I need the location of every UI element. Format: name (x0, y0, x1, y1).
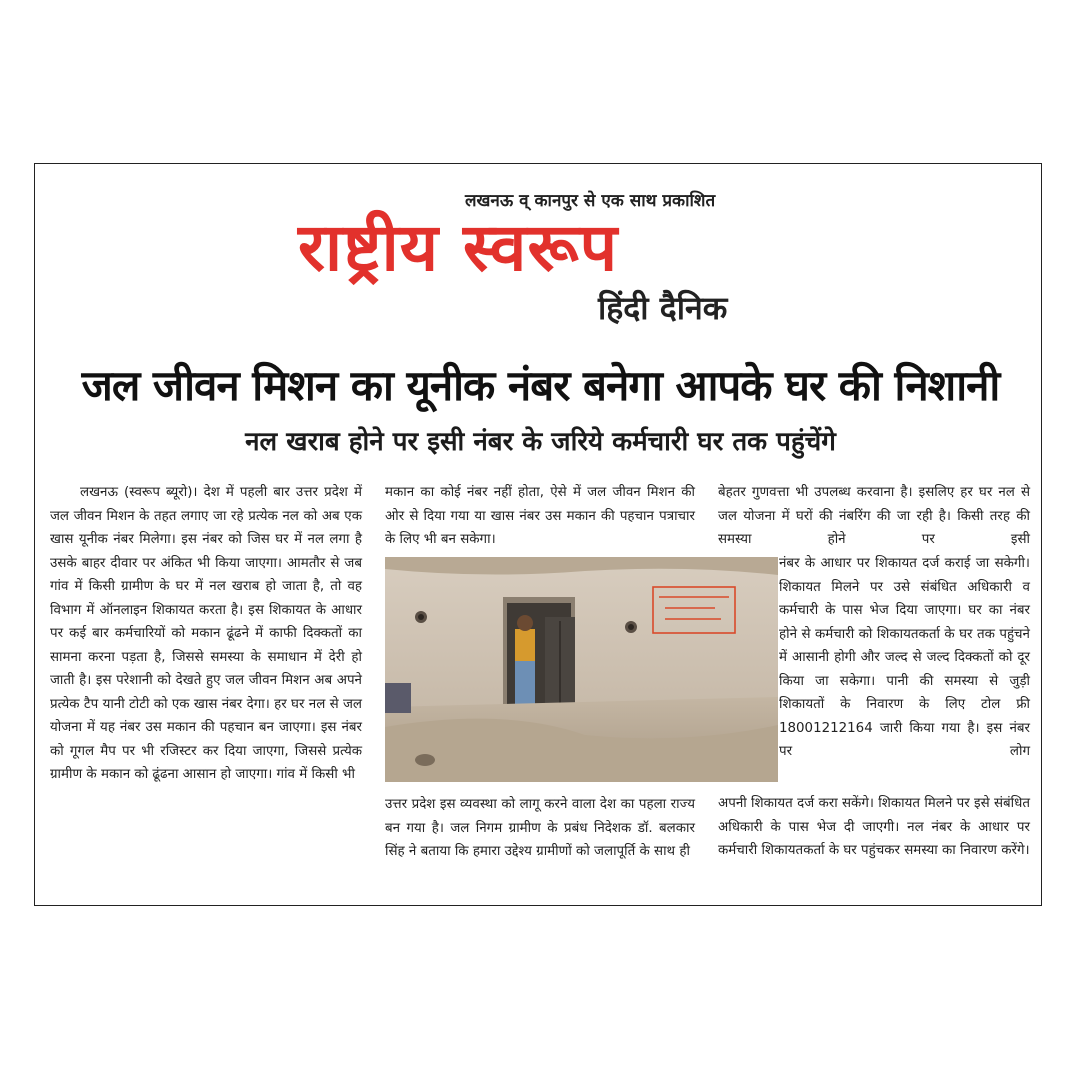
article-headline: जल जीवन मिशन का यूनीक नंबर बनेगा आपके घर की निशानी (81, 361, 1000, 410)
column-2-bottom-text: उत्तर प्रदेश इस व्यवस्था को लागू करने वाला देश का पहला राज्य बन गया है। जल निगम ग्रामीण के प्रबंध निदेशक डॉ. बलकार सिंह ने बताया कि हमारा उद्देश्य ग्रामीणों को जलापूर्ति के साथ ही (385, 797, 695, 859)
article-column-3-middle (779, 552, 1030, 764)
newspaper-name: राष्ट्रीय स्वरूप (298, 209, 619, 286)
column-3-middle-text: नंबर के आधार पर शिकायत दर्ज कराई जा सकेगी। शिकायत मिलने पर उसे संबंधित अधिकारी व कर्मचारी के पास भेज दिया जाएगा। घर का नंबर होने से कर्मचारी को शिकायतकर्ता के घर तक पहुंचने में आसानी होगी और जल्द से जल्द दिक्कतों को दूर किया जा सकेगा। पानी की समस्या से जुड़ी शिकायतों के निवारण के लिए टोल फ्री 18001212164 जारी किया गया है। इस नंबर पर लोग (779, 556, 1030, 759)
article-column-1 (50, 481, 362, 787)
column-3-bottom-text: अपनी शिकायत दर्ज करा सकेंगे। शिकायत मिलने पर इसे संबंधित अधिकारी के पास भेज दी जाएगी। नल नंबर के आधार पर कर्मचारी शिकायतकर्ता के घर पहुंचकर समस्या का निवारण करेंगे। (718, 796, 1030, 858)
column-1-text: लखनऊ (स्वरूप ब्यूरो)। देश में पहली बार उत्तर प्रदेश में जल जीवन मिशन के तहत लगाए जा रहे प्रत्येक नल को अब एक खास यूनीक नंबर मिलेगा। इस नंबर को जिस घर में नल लगा है उसके बाहर दीवार पर अंकित भी किया जाएगा। आमतौर से जब गांव में किसी ग्रामीण के घर में नल खराब हो जाता है, तो वह विभाग में ऑनलाइन शिकायत करता है। इस शिकायत के आधार पर कई बार कर्मचारियों को मकान ढूंढने में काफी दिक्कतों का सामना करना पड़ता है, जिससे समस्या के समाधान में देरी हो जाती है। इस परेशानी को देखते हुए जल जीवन मिशन अब अपने प्रत्येक टैप यानी टोटी को एक खास नंबर देगा। हर घर नल से जल योजना में यह नंबर उस मकान की पहचान बन जाएगा। इस नंबर को गूगल मैप पर भी रजिस्टर कर दिया जाएगा, जिससे प्रत्येक ग्रामीण के मकान को ढूंढना आसान हो जाएगा। गांव में किसी भी (50, 485, 362, 782)
masthead-tagline: लखनऊ व् कानपुर से एक साथ प्रकाशित (465, 191, 716, 211)
article-photo (385, 557, 778, 782)
article-subheadline: नल खराब होने पर इसी नंबर के जरिये कर्मचारी घर तक पहुंचेंगे (245, 427, 836, 457)
article-column-2-bottom (385, 793, 695, 864)
article-column-2-top (385, 481, 695, 552)
article-column-3-bottom (718, 792, 1030, 863)
article-column-3-top (718, 481, 1030, 552)
column-2-top-text: मकान का कोई नंबर नहीं होता, ऐसे में जल जीवन मिशन की ओर से दिया गया या खास नंबर उस मकान की पहचान पत्राचार के लिए भी बन सकेगा। (385, 485, 695, 547)
column-3-top-text: बेहतर गुणवत्ता भी उपलब्ध करवाना है। इसलिए हर घर नल से जल योजना में घरों की नंबरिंग की जा रही है। किसी तरह की समस्या होने पर इसी (718, 485, 1030, 547)
newspaper-edition: हिंदी दैनिक (598, 289, 728, 327)
house-with-painted-number-icon (385, 557, 778, 782)
